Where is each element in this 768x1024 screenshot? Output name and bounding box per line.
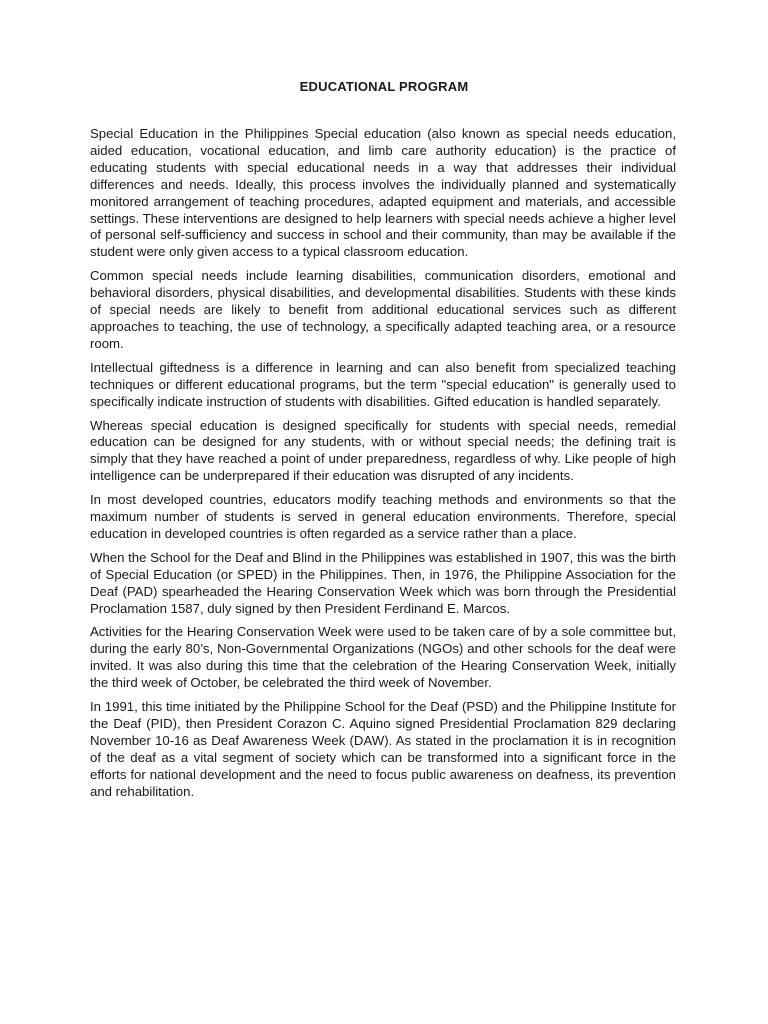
paragraph-history-1907: When the School for the Deaf and Blind in the Philippines was established in 1907, this was the birth of Special Education (or SPED) in the Philippines. Then, in 1976, the Philippine Association for the Deaf (PAD) spearheaded the Hearing Conservation Week which was born through the Presidential Proclamation 1587, duly signed by then President Ferdinand E. Marcos. xyxy=(90,549,676,616)
paragraph-hearing-conservation-week: Activities for the Hearing Conservation Week were used to be taken care of by a sole committee but, during the early 80’s, Non-Governmental Organizations (NGOs) and other schools for the deaf were invited. It was also during this time that the celebration of the Hearing Conservation Week, initially the third week of October, be celebrated the third week of November. xyxy=(90,624,676,691)
document-title: EDUCATIONAL PROGRAM xyxy=(299,79,469,94)
paragraph-special-education-intro: Special Education in the Philippines Special education (also known as special needs education, aided education, vocational education, and limb care authority education) is the practice of educating students with special educational needs in a way that addresses their individual differences and needs. Ideally, this process involves the individually planned and systematically monitored arrangement of teaching procedures, adapted equipment and materials, and accessible settings. These interventions are designed to help learners with special needs achieve a higher level of personal self-sufficiency and success in school and their community, than may be available if the student were only given access to a typical classroom education. xyxy=(90,126,676,260)
paragraph-deaf-awareness-week: In 1991, this time initiated by the Philippine School for the Deaf (PSD) and the Philippine Institute for the Deaf (PID), then President Corazon C. Aquino signed Presidential Proclamation 829 declaring November 10-16 as Deaf Awareness Week (DAW). As stated in the proclamation it is in recognition of the deaf as a vital segment of society which can be transformed into a significant force in the efforts for national development and the need to focus public awareness on deafness, its prevention and rehabilitation. xyxy=(90,699,676,799)
paragraph-remedial-education: Whereas special education is designed specifically for students with special needs, remedial education can be designed for any students, with or without special needs; the defining trait is simply that they have reached a point of under preparedness, regardless of why. Like people of high intelligence can be underprepared if their education was disrupted of any incidents. xyxy=(90,417,676,484)
paragraph-developed-countries: In most developed countries, educators modify teaching methods and environments so that the maximum number of students is served in general education environments. Therefore, special education in developed countries is often regarded as a service rather than a place. xyxy=(90,492,676,541)
paragraph-common-special-needs: Common special needs include learning disabilities, communication disorders, emotional and behavioral disorders, physical disabilities, and developmental disabilities. Students with these kinds of special needs are likely to benefit from additional educational services such as different approaches to teaching, the use of technology, a specifically adapted teaching area, or a resource room. xyxy=(90,268,676,351)
paragraph-intellectual-giftedness: Intellectual giftedness is a difference in learning and can also benefit from specialized teaching techniques or different educational programs, but the term "special education" is generally used to specifically indicate instruction of students with disabilities. Gifted education is handled separately. xyxy=(90,359,676,409)
document-body xyxy=(90,126,676,808)
